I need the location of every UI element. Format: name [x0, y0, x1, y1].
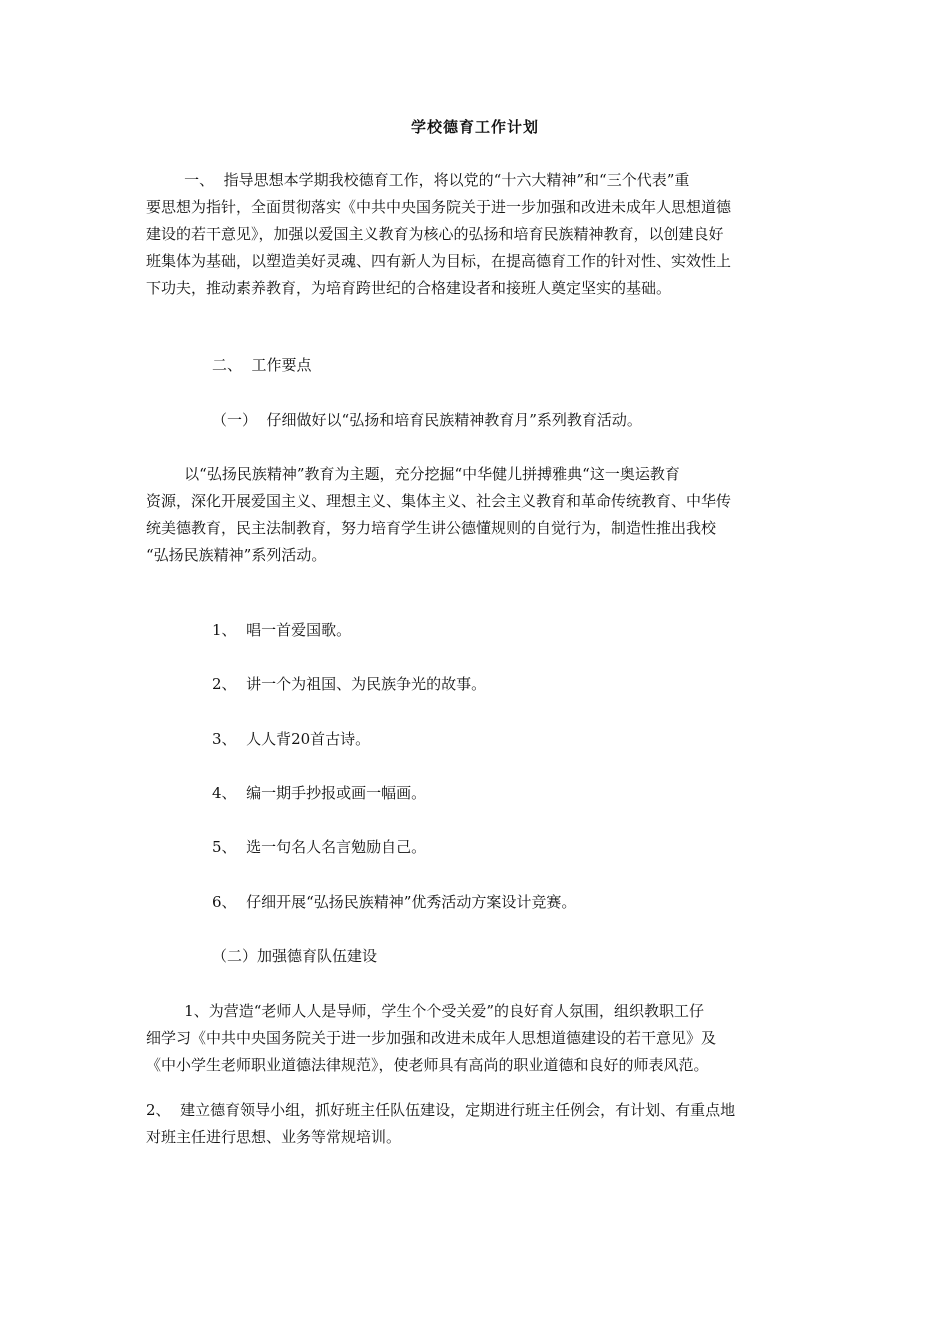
sub1-heading	[212, 407, 872, 434]
text-line: 《中小学生老师职业道德法律规范》，使老师具有高尚的职业道德和良好的师表风范。	[146, 1056, 709, 1074]
document-title: 学校德育工作计划	[410, 118, 539, 136]
activity-item	[212, 780, 872, 807]
text-line: 下功夫，推动素养教育，为培育跨世纪的合格建设者和接班人奠定坚实的基础。	[146, 279, 672, 297]
activity-text: 4、 编一期手抄报或画一幅画。	[212, 784, 427, 802]
sub2-item2-paragraph	[146, 1097, 806, 1151]
text-line: 对班主任进行思想、业务等常规培训。	[146, 1128, 402, 1146]
text-line: 资源，深化开展爱国主义、理想主义、集体主义、社会主义教育和革命传统教育、中华传	[146, 492, 732, 510]
text-line: 以“弘扬民族精神”教育为主题，充分挖掘“中华健儿拼搏雅典“这一奥运教育	[146, 465, 680, 483]
sub1-heading-text: （一） 仔细做好以“弘扬和培育民族精神教育月”系列教育活动。	[212, 411, 642, 429]
text-line: 统美德教育，民主法制教育，努力培育学生讲公德懂规则的自觉行为，制造性推出我校	[146, 519, 717, 537]
text-line: 建设的若干意见》，加强以爱国主义教育为核心的弘扬和培育民族精神教育，以创建良好	[146, 225, 724, 243]
section1-paragraph	[146, 167, 806, 302]
text-line: 要思想为指针，全面贯彻落实《中共中央国务院关于进一步加强和改进未成年人思想道德	[146, 198, 732, 216]
activity-item	[212, 726, 872, 753]
text-line: 1、为营造“老师人人是导师，学生个个受关爱”的良好育人氛围，组织教职工仔	[146, 1002, 705, 1020]
activity-item	[212, 617, 872, 644]
section2-heading-text: 二、 工作要点	[212, 356, 312, 374]
activity-text: 6、 仔细开展“弘扬民族精神”优秀活动方案设计竞赛。	[212, 893, 577, 911]
activity-text: 2、 讲一个为祖国、为民族争光的故事。	[212, 675, 487, 693]
activity-text: 5、 选一句名人名言勉励自己。	[212, 838, 427, 856]
text-line: 一、 指导思想本学期我校德育工作，将以党的“十六大精神”和“三个代表”重	[146, 171, 690, 189]
text-line: 细学习《中共中央国务院关于进一步加强和改进未成年人思想道德建设的若干意见》及	[146, 1029, 717, 1047]
sub1-paragraph	[146, 461, 806, 569]
activity-item	[212, 671, 872, 698]
sub2-heading-text: （二）加强德育队伍建设	[212, 947, 378, 965]
section2-heading	[212, 352, 872, 379]
sub2-item1-paragraph	[146, 998, 806, 1079]
activity-text: 1、 唱一首爱国歌。	[212, 621, 352, 639]
text-line: “弘扬民族精神”系列活动。	[146, 546, 327, 564]
activity-item	[212, 834, 872, 861]
activity-text: 3、 人人背20首古诗。	[212, 730, 371, 748]
text-line: 2、 建立德育领导小组，抓好班主任队伍建设，定期进行班主任例会，有计划、有重点地	[146, 1101, 736, 1119]
activity-item	[212, 889, 872, 916]
sub2-heading	[212, 943, 872, 970]
text-line: 班集体为基础，以塑造美好灵魂、四有新人为目标，在提高德育工作的针对性、实效性上	[146, 252, 732, 270]
